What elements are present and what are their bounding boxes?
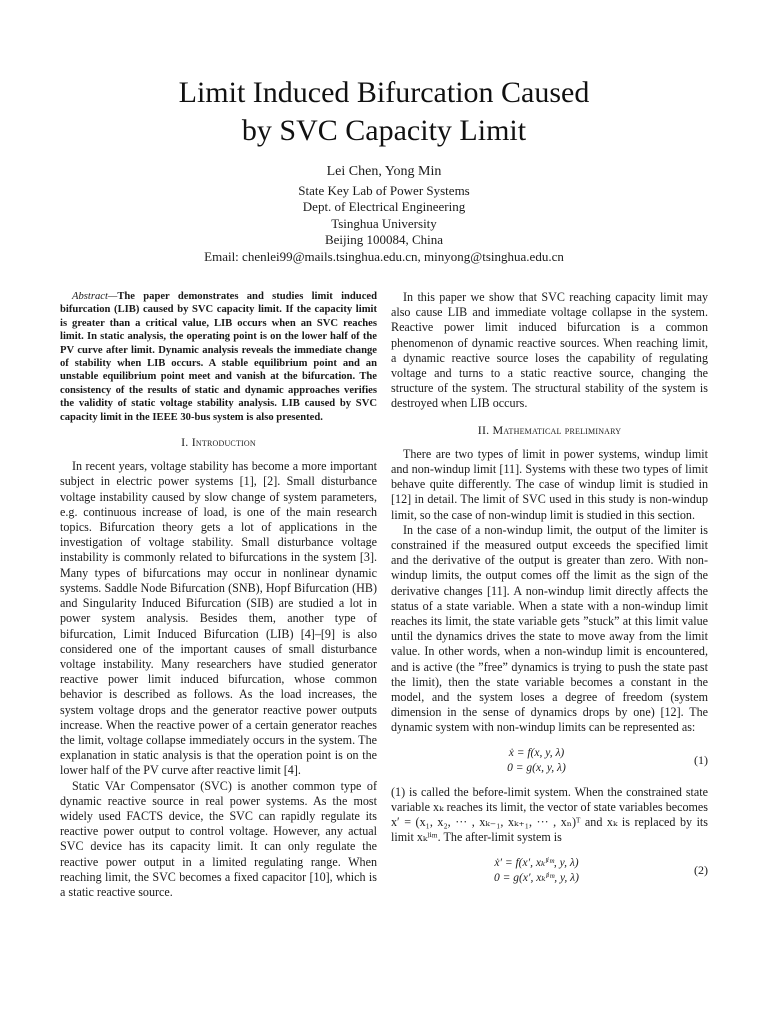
section-heading-math: II. Mathematical preliminary: [477, 422, 622, 437]
intro-paragraph-1: In recent years, voltage stability has become a more important subject in electric power systems [1], [2]. Small disturbance voltage instability caused by slow change of system parameters, e.g. continuous increase of load, is one of the main research topics. Bifurcation theory gets a lot of applications in the investigation of voltage stability. Small disturbance voltage instability is commonly related to bifurcations in the system [3]. Many types of bifurcations may occur in nonlinear dynamic systems. Saddle Node Bifurcation (SNB), Hopf Bifurcation (HB) and Singularity Induced Bifurcation (SIB) are studied a lot in power system analysis. Besides them, another type of bifurcation, Limit Induced Bifurcation (LIB) [4]–[9] is also considered one of the important causes of small disturbance voltage instability. Many researchers have studied generator reactive power limit induced bifurcation, whose common behavior is described as follows. As the load increases, the system voltage drops and the generator reactive power outputs increase. When the reactive power of a certain generator reaches the limit, voltage collapse immediately occurs in the system. The explanation in static analysis is that the operation point is on the lower half of the PV curve after reactive limit [4].: [60, 459, 377, 778]
author-emails: Email: chenlei99@mails.tsinghua.edu.cn, minyong@tsinghua.edu.cn: [204, 248, 564, 264]
affiliation-dept: Dept. of Electrical Engineering: [302, 199, 466, 214]
abstract-lead: Abstract—: [72, 291, 118, 302]
abstract: [60, 290, 377, 424]
math-paragraph-2: In the case of a non-windup limit, the output of the limiter is constrained if the measured output exceeds the specified limit and the derivative of the output is greater than zero. With non-windup limits, the output comes off the limit as the sign of the derivative changes [11]. A non-windup limit directly affects the status of a state variable. When a state with a non-windup limit reaches its limit, the state variable gets ”stuck” at this limit value until the dynamics drives the state to move away from the limit value. In other words, when a non-windup limit is encountered, and is active (the ”free” dynamics is trying to push the state past the limit), then the state variable becomes a constant in the model, and the system loses a degree of freedom (system dimension in the sense of dynamics drops by one) [12]. The dynamic system with non-windup limits can be represented as:: [391, 522, 708, 735]
equation-1-line-2: 0 = g(x, y, λ): [507, 761, 566, 774]
section-heading-introduction: I. Introduction: [181, 435, 256, 450]
author-block: [0, 164, 768, 265]
equation-1: [391, 746, 708, 776]
author-names: Lei Chen, Yong Min: [326, 164, 442, 179]
intro-paragraph-3: In this paper we show that SVC reaching capacity limit may also cause LIB and immediate voltage collapse in the system. Reactive power limit induced bifurcation is a common phenomenon of dynamic reactive sources. When reaching limit, a dynamic reactive source loses the capability of regulating voltage and turns to a static reactive source, changing the structure of the system. The structural stability of the system is destroyed when LIB occurs.: [391, 290, 708, 411]
math-paragraph-1: There are two types of limit in power systems, windup limit and non-windup limit [11]. Systems with these two types of limit behave quite differently. The case of windup limit is studied in [12] in detail. The limit of SVC used in this study is non-windup limit, so the case of non-windup limit is studied in this section.: [391, 446, 708, 522]
equation-2: [391, 856, 708, 886]
equation-1-number: (1): [694, 753, 708, 768]
equation-2-line-1: ẋ′ = f(x′, xₖˡⁱᵐ, y, λ): [494, 856, 579, 869]
title-line-2: by SVC Capacity Limit: [241, 114, 527, 147]
right-column: [391, 290, 708, 895]
intro-paragraph-2: Static VAr Compensator (SVC) is another common type of dynamic reactive source in real power systems. As the most widely used FACTS device, the SVC can rapidly regulate its reactive power output to control voltage. However, any actual SVC device has its capacity limit. It can only regulate the reactive power output in a limited regulating range. When reaching limit, the SVC becomes a fixed capacitor [10], which is a static reactive source.: [60, 778, 377, 899]
equation-1-line-1: ẋ = f(x, y, λ): [508, 746, 565, 759]
affiliation-lab: State Key Lab of Power Systems: [298, 182, 470, 198]
title-line-1: Limit Induced Bifurcation Caused: [178, 76, 590, 109]
affiliation-address: Beijing 100084, China: [324, 232, 444, 247]
abstract-body: The paper demonstrates and studies limit induced bifurcation (LIB) caused by SVC capacity limit. If the capacity limit is greater than a critical value, LIB occurs when an SVC reaches limit. In static analysis, the operating point is on the lower half of the PV curve after limit. Dynamic analysis reveals the immediate change of stability when LIB occurs. A stable equilibrium point and an unstable equilibrium point meet and vanish at the bifurcation. The consistency of the results of static and dynamic approaches verifies the validity of static voltage stability analysis. LIB caused by SVC capacity limit in the IEEE 30-bus system is also presented.: [60, 291, 377, 423]
left-column: [60, 290, 377, 900]
equation-2-line-2: 0 = g(x′, xₖˡⁱᵐ, y, λ): [494, 871, 579, 884]
math-paragraph-3: (1) is called the before-limit system. When the constrained state variable xₖ reaches its limit, the vector of state variables becomes x′ = (x₁, x₂, ··· , xₖ₋₁, xₖ₊₁, ··· , xₙ)ᵀ and xₖ is replaced by its limit xₖˡⁱᵐ. The after-limit system is: [391, 784, 708, 845]
affiliation-university: Tsinghua University: [331, 215, 437, 231]
paper-title: [0, 74, 768, 150]
equation-2-number: (2): [694, 862, 708, 877]
